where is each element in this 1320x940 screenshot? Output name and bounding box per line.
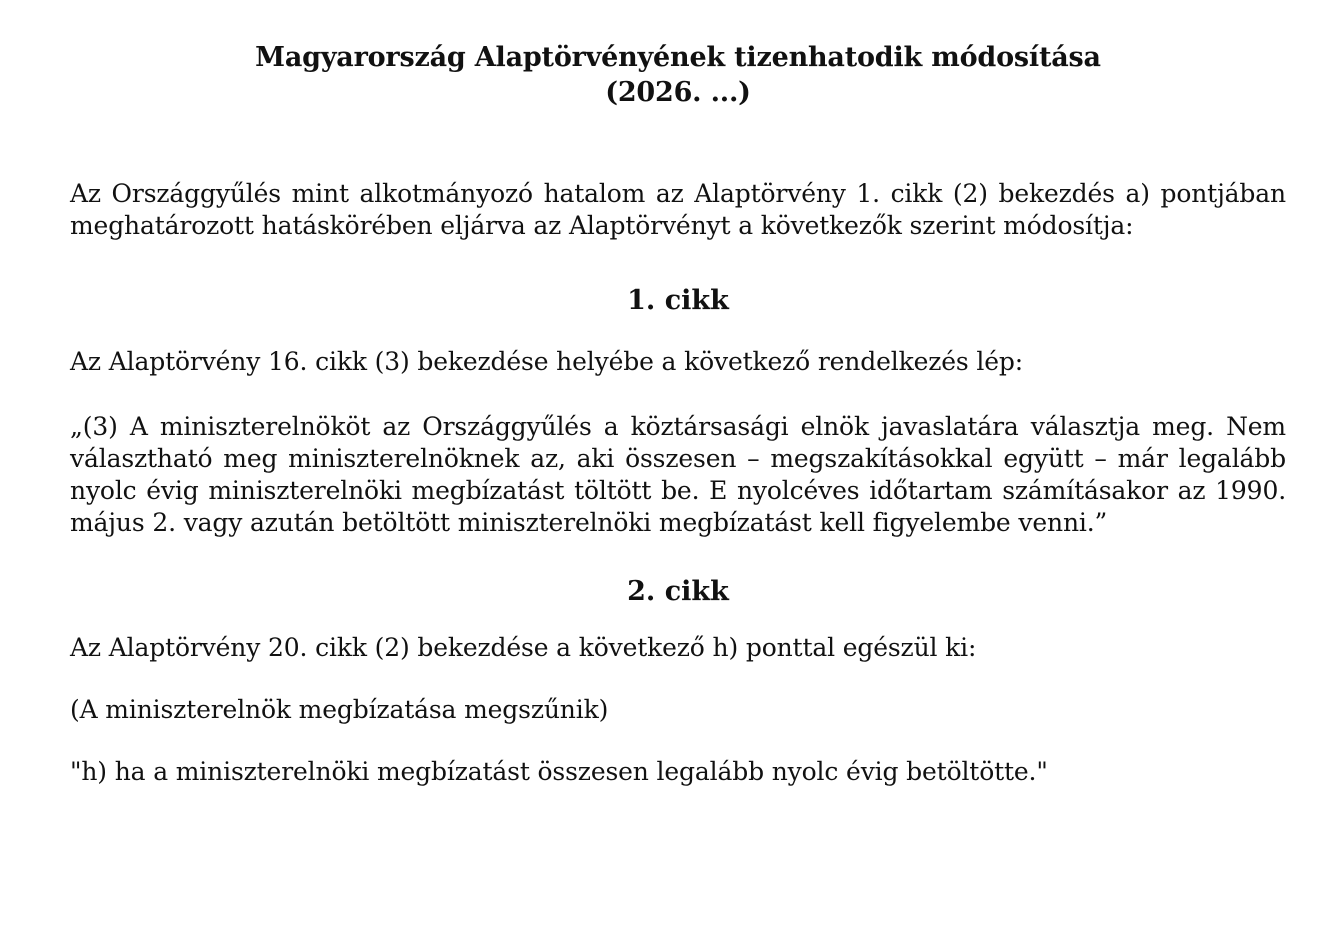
title-line-1: Magyarország Alaptörvényének tizenhatodik módosítása — [255, 42, 1101, 73]
article-1-text: Az Alaptörvény 16. cikk (3) bekezdése helyébe a következő rendelkezés lép: — [70, 347, 1023, 376]
intro-paragraph: Az Országgyűlés mint alkotmányozó hatalom az Alaptörvény 1. cikk (2) bekezdés a) pontjában meghatározott hatáskörében eljárva az Alaptörvényt a következők szerint módosítja: — [70, 179, 1286, 240]
article-2-point-h: "h) ha a miniszterelnöki megbízatást összesen legalább nyolc évig betöltötte." — [70, 757, 1048, 786]
article-1-quoted-provision: „(3) A miniszterelnököt az Országgyűlés a köztársasági elnök javaslatára választja meg. Nem választható meg miniszterelnöknek az, aki összesen – megszakításokkal együtt – már legalább nyolc évig miniszterelnöki megbízatást töltött be. E nyolcéves időtartam számításakor az 1990. május 2. vagy azután betöltött miniszterelnöki megbízatást kell figyelembe venni.” — [70, 412, 1286, 537]
document-title — [70, 40, 1286, 110]
article-2-text: Az Alaptörvény 20. cikk (2) bekezdése a következő h) ponttal egészül ki: — [70, 633, 977, 662]
article-1-heading: 1. cikk — [627, 285, 729, 316]
document-page — [70, 40, 1286, 788]
article-2-context: (A miniszterelnök megbízatása megszűnik) — [70, 695, 609, 724]
title-line-2: (2026. ...) — [605, 77, 751, 108]
article-2-heading: 2. cikk — [627, 576, 729, 607]
